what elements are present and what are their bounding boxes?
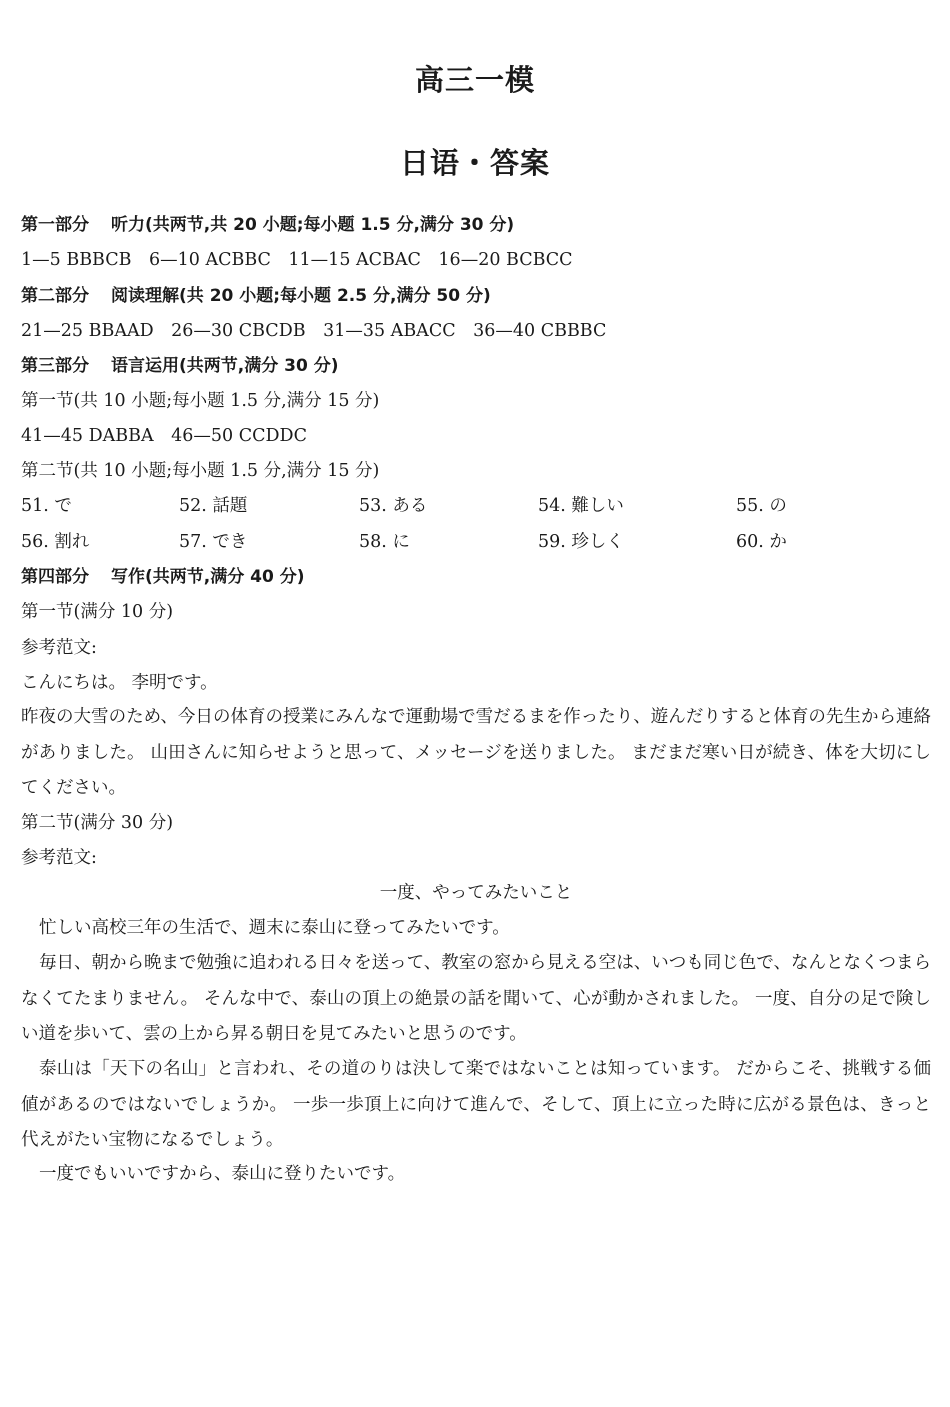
part1-desc: 听力(共两节,共 20 小题;每小题 1.5 分,满分 30 分) [111,215,515,235]
part1-label: 第一部分 [21,215,89,235]
part3-desc: 语言运用(共两节,满分 30 分) [111,356,339,376]
part3-heading [21,354,931,378]
answer-57: 57. でき [179,532,248,552]
part2-desc: 阅读理解(共 20 小题;每小题 2.5 分,满分 50 分) [111,286,491,306]
part2-answers: 21—25 BBAAD 26—30 CBCDB 31—35 ABACC 36—40 CBBBC [21,321,607,341]
part3-section2: 第二节(共 10 小题;每小题 1.5 分,满分 15 分) [21,461,380,481]
essay2-paragraph-1: 忙しい高校三年の生活で、週末に泰山に登ってみたいです。 [39,918,510,938]
essay2-paragraph-3: 泰山は「天下の名山」と言われ、その道のりは決して楽ではないことは知っています。 だからこそ、挑戦する価値があるのではないでしょうか。 一歩一歩頂上に向けて進んで、そして、頂上に立った時に広がる景色は、きっと代えがたい宝物になるでしょう。 [21,1059,931,1150]
essay2-paragraph-2: 毎日、朝から晩まで勉強に追われる日々を送って、教室の窓から見える空は、いつも同じ色で、なんとなくつまらなくてたまりません。 そんな中で、泰山の頂上の絶景の話を聞いて、心が動かされました。 一度、自分の足で険しい道を歩いて、雲の上から昇る朝日を見てみたいと思うのです。 [21,953,931,1044]
answer-52: 52. 話題 [179,496,248,516]
essay1-body: 昨夜の大雪のため、今日の体育の授業にみんなで運動場で雪だるまを作ったり、遊んだりすると体育の先生から連絡がありました。 山田さんに知らせようと思って、メッセージを送りました。 まだまだ寒い日が続き、体を大切にしてください。 [21,707,931,798]
answer-56: 56. 割れ [21,532,90,552]
part4-section2: 第二节(满分 30 分) [21,813,174,833]
answer-53: 53. ある [359,496,428,516]
part4-label: 第四部分 [21,567,89,587]
part4-section1: 第一节(满分 10 分) [21,602,174,622]
doc-title: 高三一模 [414,63,535,97]
part3-label: 第三部分 [21,356,89,376]
essay2-paragraph-4: 一度でもいいですから、泰山に登りたいです。 [39,1164,406,1184]
part4-desc: 写作(共两节,满分 40 分) [111,567,305,587]
part3-section1-answers: 41—45 DABBA 46—50 CCDDC [21,426,307,446]
part2-label: 第二部分 [21,286,89,306]
sample-label-2: 参考范文: [21,848,97,868]
part1-heading [21,213,931,237]
answer-59: 59. 珍しく [538,532,624,552]
answer-55: 55. の [736,496,787,516]
essay2-title: 一度、やってみたいこと [379,883,573,903]
answer-54: 54. 難しい [538,496,624,516]
part1-answers: 1—5 BBBCB 6—10 ACBBC 11—15 ACBAC 16—20 BCBCC [21,250,573,270]
answer-60: 60. か [736,532,787,552]
part3-section1: 第一节(共 10 小题;每小题 1.5 分,满分 15 分) [21,391,380,411]
sample-label-1: 参考范文: [21,638,97,658]
answer-51: 51. で [21,496,72,516]
answer-58: 58. に [359,532,410,552]
doc-subtitle: 日语・答案 [399,146,550,180]
essay1-greeting: こんにちは。 李明です。 [21,673,218,693]
part2-heading [21,284,931,308]
part4-heading [21,565,931,589]
